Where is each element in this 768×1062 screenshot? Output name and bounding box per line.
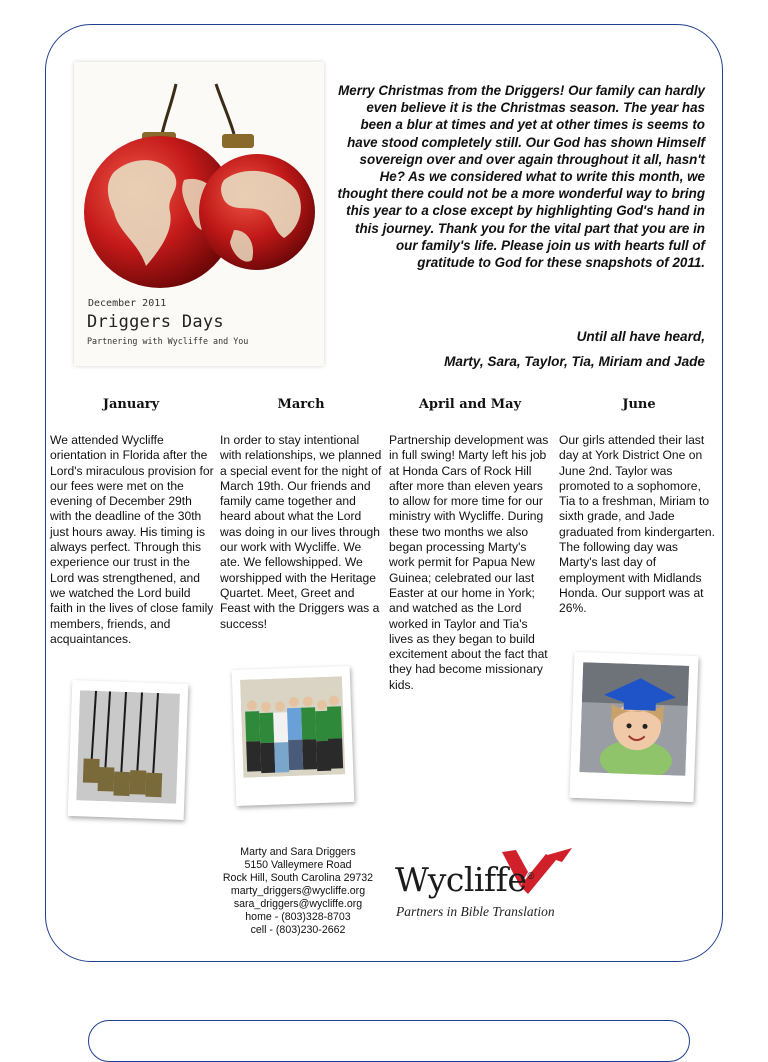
masthead-date: December 2011: [88, 298, 167, 309]
masthead-title: Driggers Days: [87, 312, 224, 332]
photo-graduate: [569, 652, 698, 802]
masthead-card: [74, 62, 324, 366]
contact-email-sara[interactable]: sara_driggers@wycliffe.org: [233, 898, 363, 910]
text-june: Our girls attended their last day at York District One on June 2nd. Taylor was promoted to a sophomore, Tia to a freshman, Miriam to sixth grade, and Jade graduated from kindergarten. The following day was Marty's last day of employment with Midlands Honda. Our support was at 26%.: [559, 433, 715, 616]
wycliffe-wordmark: [395, 860, 535, 899]
heading-march: March: [277, 397, 325, 412]
text-march: In order to stay intentional with relationships, we planned a special event for the night of March 19th. Our friends and family came together and heard about what the Lord was doing in our lives through our work with Wycliffe. We ate. We fellowshipped. We worshipped with the Heritage Quartet. Meet, Greet and Feast with the Driggers was a success!: [220, 433, 382, 631]
family-signature: Marty, Sara, Taylor, Tia, Miriam and Jade: [444, 354, 705, 369]
badges-image: [76, 690, 180, 803]
graduate-image: [579, 662, 689, 776]
contact-cell-phone: cell - (803)230-2662: [250, 924, 346, 936]
closing-block: [336, 324, 705, 374]
photo-group: [232, 666, 355, 806]
wycliffe-logo: [392, 846, 582, 926]
closing-line: Until all have heard,: [576, 329, 705, 344]
contact-email-marty[interactable]: marty_driggers@wycliffe.org: [230, 885, 366, 897]
contact-names: Marty and Sara Driggers: [240, 846, 356, 858]
text-april-may: Partnership development was in full swing! Marty left his job at Honda Cars of Rock Hill after more than eleven years to allow for more time for our ministry with Wycliffe. During these two months we also began processing Marty's work permit for Papua New Guinea; celebrated our last Easter at our home in York; and watched as the Lord worked in Taylor and Tia's lives as they began to build excitement about the fact that they had become missionary kids.: [389, 433, 549, 692]
next-page-border: [88, 1020, 690, 1062]
wycliffe-tagline: Partners in Bible Translation: [396, 904, 555, 919]
heading-april-may: April and May: [418, 397, 522, 412]
contact-block: [198, 846, 398, 937]
wycliffe-name: Wycliffe: [395, 860, 527, 899]
registered-mark: ®: [526, 872, 535, 882]
photo-badges: [68, 680, 189, 820]
contact-city: Rock Hill, South Carolina 29732: [222, 872, 374, 884]
group-image: [240, 676, 345, 778]
contact-home-phone: home - (803)328-8703: [245, 911, 351, 923]
masthead-subtitle: Partnering with Wycliffe and You: [87, 336, 249, 346]
text-january: We attended Wycliffe orientation in Florida after the Lord's miraculous provision for our fees were met on the evening of December 29th with the deadline of the 30th just hours away. His timing is always perfect. Through this experience our trust in the Lord was strengthened, and we watched the Lord build faith in the lives of close family members, friends, and acquaintances.: [50, 433, 214, 646]
heading-june: June: [622, 397, 656, 412]
heading-january: January: [102, 397, 160, 412]
intro-paragraph: Merry Christmas from the Driggers! Our family can hardly even believe it is the Christmas season. The year has been a blur at times and yet at other times is seems to have stood completely still. Our God has shown Himself sovereign over and over again throughout it all, hasn't He? As we considered what to write this month, we thought there could not be a more wonderful way to bring this year to a close except by highlighting God's hand in this journey. Thank you for the vital part that you are in our family's life. Please join us with hearts full of gratitude to God for these snapshots of 2011.: [337, 83, 705, 271]
contact-street: 5150 Valleymere Road: [244, 859, 352, 871]
